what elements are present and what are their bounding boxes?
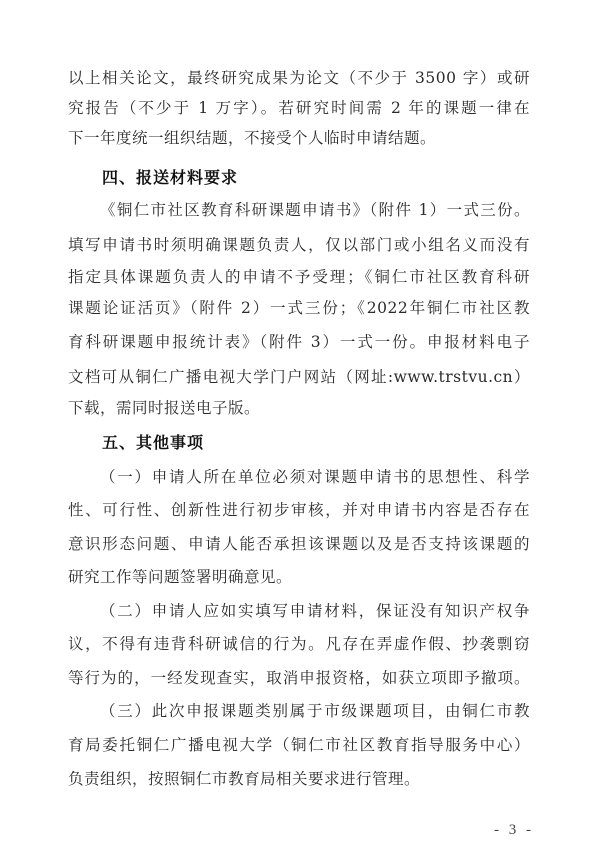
text-line: 育科研课题申报统计表》（附件 3）一式一份。申报材料电子 xyxy=(68,333,530,351)
text-line: （三）此次申报课题类别属于市级课题项目，由铜仁市教 xyxy=(100,702,530,720)
text-line: 育局委托铜仁广播电视大学（铜仁市社区教育指导服务中心） xyxy=(68,736,530,754)
text-line: 指定具体课题负责人的申请不予受理；《铜仁市社区教育科研 xyxy=(68,268,530,286)
text-line: （二）申请人应如实填写申请材料，保证没有知识产权争 xyxy=(100,602,530,620)
text-line: 《铜仁市社区教育科研课题申请书》（附件 1）一式三份。 xyxy=(100,201,530,219)
page-number: - 3 - xyxy=(494,822,534,838)
text-line: 议，不得有违背科研诚信的行为。凡存在弄虚作假、抄袭剽窃 xyxy=(68,635,530,653)
text-line: 意识形态问题、申请人能否承担该课题以及是否支持该课题的 xyxy=(68,535,530,553)
text-line: 填写申请书时须明确课题负责人，仅以部门或小组名义而没有 xyxy=(68,236,530,254)
text-line: （一）申请人所在单位必须对课题申请书的思想性、科学 xyxy=(100,468,530,486)
section-heading-4: 四、报送材料要求 xyxy=(102,168,239,187)
text-line: 以上相关论文，最终研究成果为论文（不少于 3500 字）或研 xyxy=(68,69,530,87)
text-line: 下载，需同时报送电子版。 xyxy=(68,399,261,417)
text-line: 下一年度统一组织结题，不接受个人临时申请结题。 xyxy=(68,129,437,147)
text-line: 究报告（不少于 1 万字）。若研究时间需 2 年的课题一律在 xyxy=(68,99,530,117)
text-line: 负责组织，按照铜仁市教育局相关要求进行管理。 xyxy=(68,770,421,788)
text-line: 性、可行性、创新性进行初步审核，并对申请书内容是否存在 xyxy=(68,501,530,519)
text-line: 文档可从铜仁广播电视大学门户网站（网址:www.trstvu.cn） xyxy=(68,368,530,386)
text-line: 课题论证活页》（附件 2）一式三份；《2022年铜仁市社区教 xyxy=(68,299,530,317)
text-line: 研究工作等问题签署明确意见。 xyxy=(68,568,293,586)
section-heading-5: 五、其他事项 xyxy=(102,433,205,452)
text-line: 等行为的，一经发现查实，取消申报资格，如获立项即予撤项。 xyxy=(68,669,530,687)
